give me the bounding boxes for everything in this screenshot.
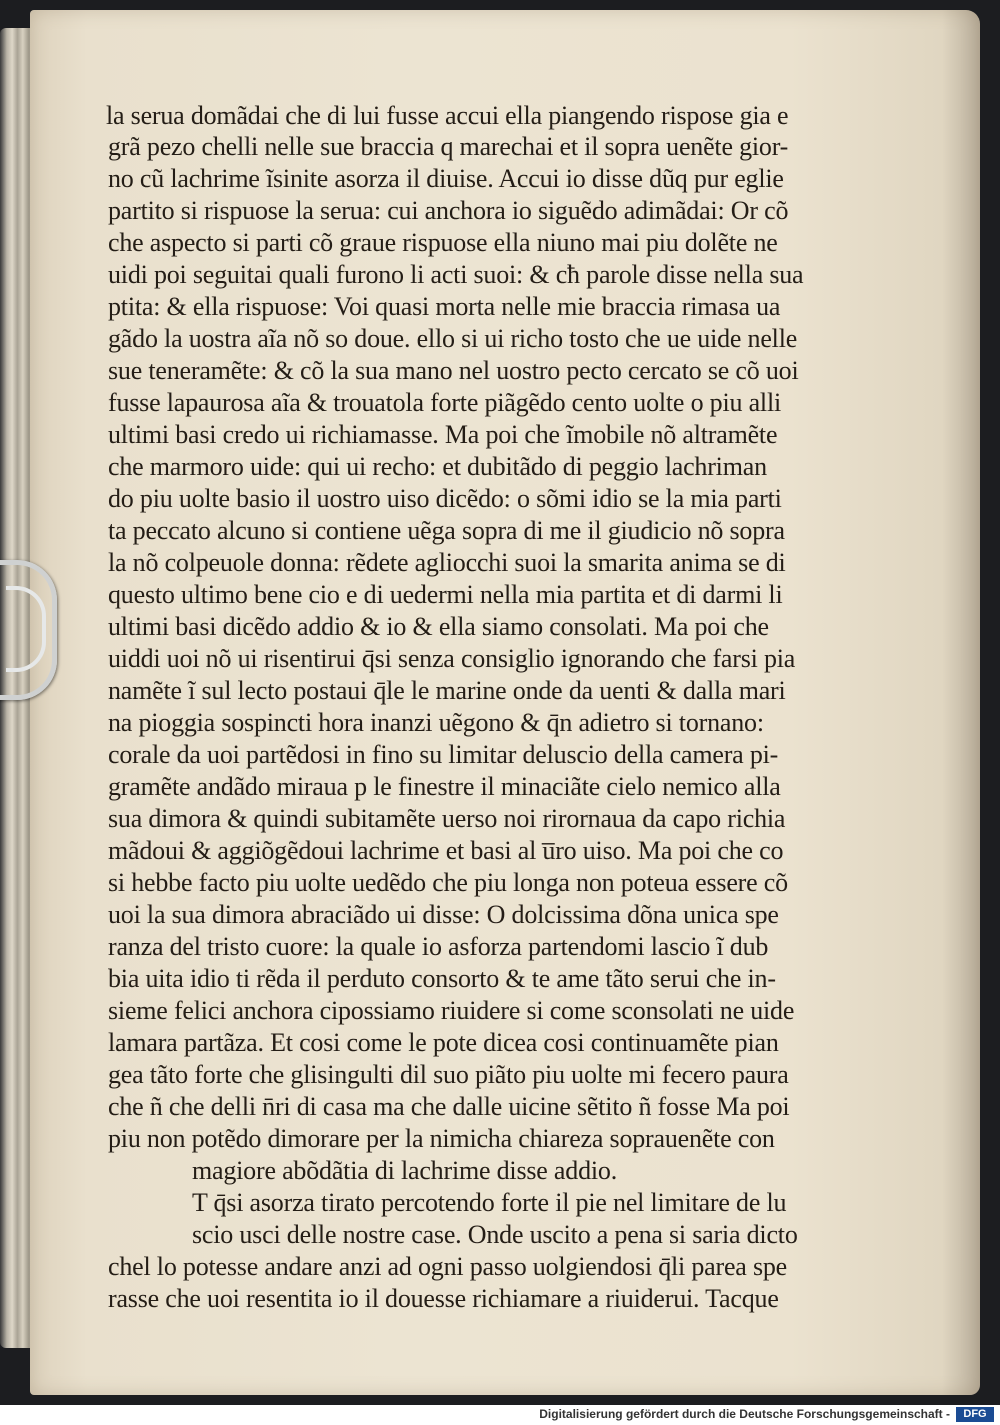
text-line: sua dimora & quindi subitamẽte uerso noi rirornaua da capo richia	[108, 804, 786, 833]
text-line: che ñ che delli n̄ri di casa ma che dalle uicine sẽtito ñ fosse Ma poi	[108, 1092, 790, 1121]
text-line: che aspecto si parti cõ graue rispuose ella niuno mai piu dolẽte ne	[108, 228, 778, 257]
text-line: piu non potẽdo dimorare per la nimicha chiareza soprauenẽte con	[108, 1124, 775, 1153]
text-line: fusse lapaurosa aĩa & trouatola forte piãgẽdo cento uolte o piu alli	[108, 388, 782, 417]
page-clip-inner	[6, 586, 46, 672]
text-line: la serua domãdai che di lui fusse accui ella piangendo rispose gia e	[106, 101, 789, 130]
text-line: chel lo potesse andare anzi ad ogni passo uolgiendosi q̄li parea spe	[108, 1252, 788, 1281]
text-line: uidi poi seguitai quali furono li acti suoi: & cħ parole disse nella sua	[108, 260, 804, 289]
text-line: scio usci delle nostre case. Onde uscito a pena si saria dicto	[192, 1220, 798, 1249]
text-line: lamara partãza. Et cosi come le pote dicea cosi continuamẽte pian	[108, 1028, 779, 1057]
text-line: ultimi basi credo ui richiamasse. Ma poi che ĩmobile nõ altramẽte	[108, 420, 778, 449]
text-line: ptita: & ella rispuose: Voi quasi morta nelle mie braccia rimasa ua	[108, 292, 781, 321]
text-line: magiore abõdãtia di lachrime disse addio.	[192, 1156, 617, 1185]
text-line: sieme felici anchora cipossiamo riuidere si come sconsolati ne uide	[108, 996, 795, 1025]
text-line: gãdo la uostra aĩa nõ so doue. ello si ui richo tosto che ue uide nelle	[108, 324, 798, 353]
text-line: sue teneramẽte: & cõ la sua mano nel uostro pecto cercato se cõ uoi	[108, 356, 799, 385]
text-line: mãdoui & aggiõgẽdoui lachrime et basi al u̅ro uiso. Ma poi che co	[108, 836, 784, 865]
text-line: no cũ lachrime ĩsinite asorza il diuise. Accui io disse dũq pur eglie	[108, 164, 784, 193]
dfg-logo-icon: DFG	[956, 1407, 994, 1422]
text-line: gea tãto forte che glisingulti dil suo piãto piu uolte mi fecero paura	[108, 1060, 789, 1089]
text-line: partito si rispuose la serua: cui anchora io siguẽdo adimãdai: Or cõ	[108, 196, 789, 225]
text-line: uoi la sua dimora abraciãdo ui disse: O dolcissima dõna unica spe	[108, 900, 779, 929]
text-line: grã pezo chelli nelle sue braccia q marechai et il sopra uenẽte gior-	[108, 132, 789, 161]
text-line: che marmoro uide: qui ui recho: et dubitãdo di peggio lachriman	[108, 452, 767, 481]
text-line: do piu uolte basio il uostro uiso dicẽdo: o sõmi idio se la mia parti	[108, 484, 782, 513]
funding-credit: Digitalisierung gefördert durch die Deutsche Forschungsgemeinschaft -	[539, 1407, 950, 1421]
text-line: bia uita idio ti rẽda il perduto consorto & te ame tãto serui che in-	[108, 964, 776, 993]
text-line: na pioggia sospincti hora inanzi uẽgono & q̄n adietro si tornano:	[108, 708, 764, 737]
text-line: uiddi uoi nõ ui risentirui q̄si senza consiglio ignorando che farsi pia	[108, 644, 796, 673]
text-line: la nõ colpeuole donna: rẽdete agliocchi suoi la smarita anima se di	[108, 548, 786, 577]
text-line: T q̄si asorza tirato percotendo forte il pie nel limitare de lu	[192, 1188, 787, 1217]
text-line: ranza del tristo cuore: la quale io asforza partendomi lascio ĩ dub	[108, 932, 769, 961]
text-line: rasse che uoi resentita io il douesse richiamare a riuiderui. Tacque	[108, 1284, 779, 1313]
digitization-footer	[0, 1405, 1000, 1425]
text-line: corale da uoi partẽdosi in fino su limitar deluscio della camera pi-	[108, 740, 779, 769]
text-line: questo ultimo bene cio e di uedermi nella mia partita et di darmi li	[108, 580, 783, 609]
text-line: ta peccato alcuno si contiene uẽga sopra di me il giudicio nõ sopra	[108, 516, 785, 545]
text-line: ultimi basi dicẽdo addio & io & ella siamo consolati. Ma poi che	[108, 612, 769, 641]
text-line: namẽte ĩ sul lecto postaui q̄le le marine onde da uenti & dalla mari	[108, 676, 786, 705]
text-line: gramẽte andãdo miraua p le finestre il minaciãte cielo nemico alla	[108, 772, 781, 801]
text-line: si hebbe facto piu uolte uedẽdo che piu longa non poteua essere cõ	[108, 868, 788, 897]
